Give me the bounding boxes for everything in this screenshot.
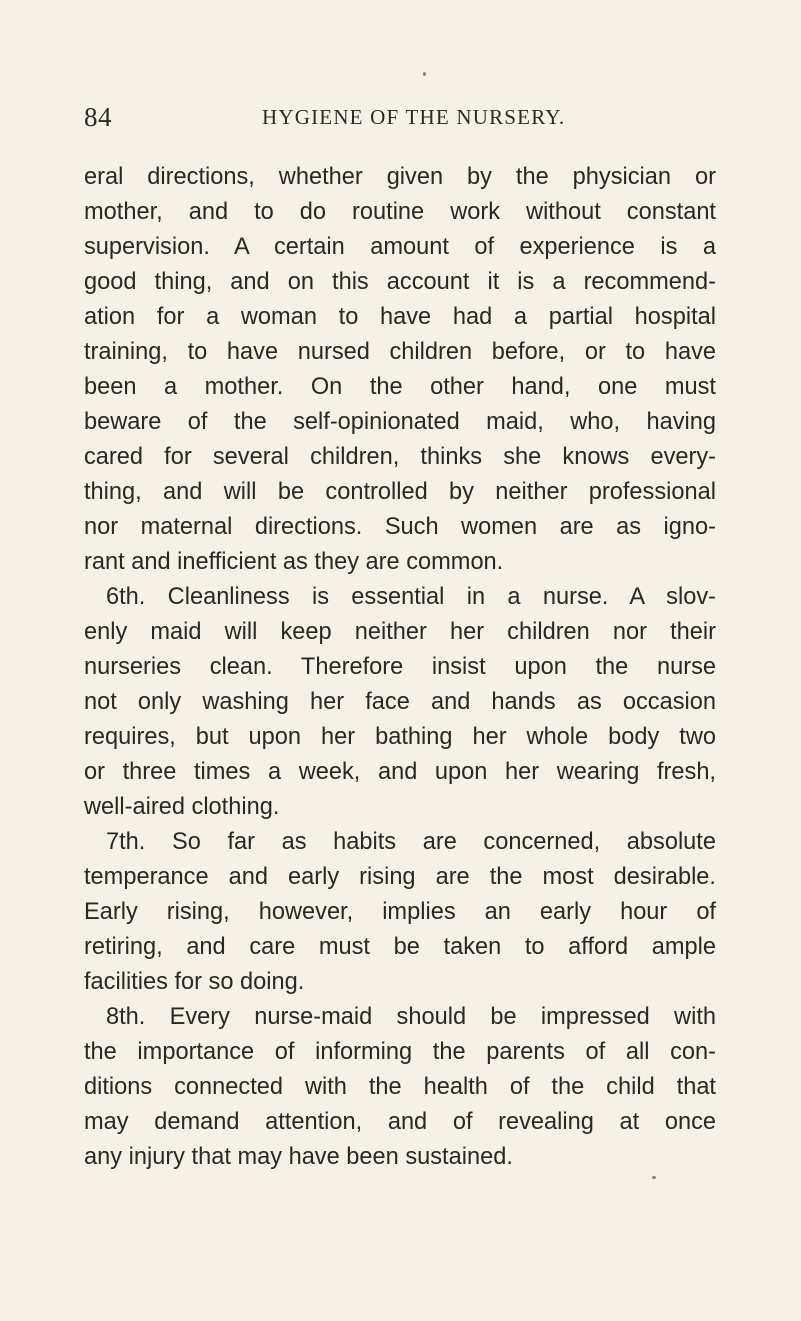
paragraph-start-line: 8th. Every nurse-maid should be impressed with (106, 1004, 716, 1030)
text-line: nor maternal directions. Such women are as igno- (84, 514, 716, 540)
text-line: or three times a week, and upon her wearing fresh, (84, 759, 716, 785)
paragraph-end-line: any injury that may have been sustained. (84, 1144, 513, 1170)
text-line: temperance and early rising are the most desirable. (84, 864, 716, 890)
text-line: ditions connected with the health of the child that (84, 1074, 716, 1100)
text-line: thing, and will be controlled by neither professional (84, 479, 716, 505)
text-line: ation for a woman to have had a partial hospital (84, 304, 716, 330)
print-speck (423, 72, 426, 76)
text-line: may demand attention, and of revealing at once (84, 1109, 716, 1135)
text-line: been a mother. On the other hand, one must (84, 374, 716, 400)
text-line: the importance of informing the parents of all con- (84, 1039, 716, 1065)
text-line: Early rising, however, implies an early hour of (84, 899, 716, 925)
text-line: eral directions, whether given by the physician or (84, 164, 716, 190)
text-line: mother, and to do routine work without constant (84, 199, 716, 225)
paragraph-end-line: well-aired clothing. (84, 794, 280, 820)
text-line: training, to have nursed children before, or to have (84, 339, 716, 365)
running-head (84, 100, 710, 134)
paragraph-start-line: 6th. Cleanliness is essential in a nurse. A slov- (106, 584, 716, 610)
text-line: beware of the self-opinionated maid, who, having (84, 409, 716, 435)
text-line: enly maid will keep neither her children nor their (84, 619, 716, 645)
text-line: cared for several children, thinks she knows every- (84, 444, 716, 470)
paragraph-end-line: rant and inefficient as they are common. (84, 549, 504, 575)
text-line: retiring, and care must be taken to afford ample (84, 934, 716, 960)
running-title: HYGIENE OF THE NURSERY. (262, 105, 566, 129)
body-text (84, 160, 716, 1175)
text-line: good thing, and on this account it is a recommend- (84, 269, 716, 295)
text-line: not only washing her face and hands as occasion (84, 689, 716, 715)
paragraph-end-line: facilities for so doing. (84, 969, 305, 995)
paragraph-start-line: 7th. So far as habits are concerned, absolute (106, 829, 716, 855)
page-number: 84 (84, 102, 112, 132)
print-speck (652, 1176, 656, 1179)
text-line: supervision. A certain amount of experience is a (84, 234, 716, 260)
text-line: nurseries clean. Therefore insist upon the nurse (84, 654, 716, 680)
text-line: requires, but upon her bathing her whole body two (84, 724, 716, 750)
